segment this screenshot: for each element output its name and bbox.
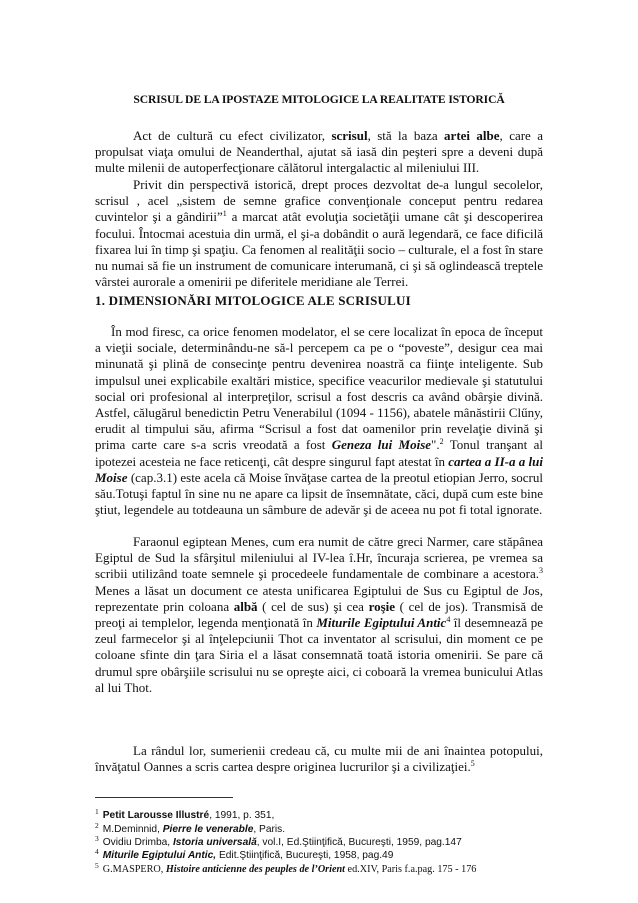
- footnote-ref[interactable]: 4: [446, 615, 451, 625]
- footnote-text: , Paris.: [253, 824, 286, 835]
- text-run: În mod firesc, ca orice fenomen modelator, el se cere localizat în epoca de început a vieţii sociale, determinându-ne să-l percepem ca pe o “poveste”, desigur cea mai minunată şi plină de consecinţe pentru devenirea noastră ca fiinţe inteligente. Sub impulsul unei explicabile exaltări mistice, specifice veacurilor medievale şi statutului social ori profesional al interpreţilor, scrisul a fost descris ca având obârşie divină. Astfel, călugărul benedictin Petru Venerabilul (1094 - 1156), abatele mânăstirii Clűny, erudit al timpului său, afirma “Scrisul a fost dat oamenilor prin revelaţie divină şi prima carte care s-a scris vreodată a fost: [95, 324, 543, 453]
- text-run: ( cel de sus) şi cea: [257, 598, 369, 614]
- text-run: a marcat atât evoluţia societăţii umane cât şi descoperirea focului. Întocmai acestuia din urmă, el şi-a dobândit o aură legendară, ce face dificilă fixarea lui în timp şi spaţiu. Ca fenomen al realităţii socio – culturale, el a fost în stare nu numai să fie un instrument de comunicare interumană, ci şi să oglindească treptele vârstei aurorale a omenirii pe diferitele meridiane ale Terrei.: [95, 209, 543, 290]
- footnote-ref[interactable]: 2: [439, 437, 444, 447]
- text-run: , stă la baza: [367, 128, 445, 143]
- intro-paragraph-1: [95, 128, 543, 177]
- intro-paragraph-2: [95, 177, 543, 290]
- bold-term: albă: [233, 598, 258, 614]
- section-paragraph-2: [95, 534, 543, 696]
- bold-italic-title: cartea a II-a a lui Moise: [95, 453, 543, 485]
- footnote-title: Miturile Egiptului Antic,: [102, 850, 217, 861]
- footnote-number: 1: [95, 807, 99, 816]
- footnote-text: ed.XIV, Paris f.a.pag. 175 - 176: [345, 864, 477, 875]
- footnote-title: Pierre le venerable: [162, 824, 254, 835]
- footnote-text: , 1991, p. 351,: [209, 810, 275, 821]
- footnote-text: M.Deminnid,: [102, 824, 163, 835]
- text-run: ( cel de jos). Transmisă de preoţi ai templelor, legenda menţionată în: [95, 598, 543, 631]
- footnote-5: [95, 860, 543, 877]
- text-run: (cap.3.1) este acela că Moise învăţase cartea de la preotul etiopian Jerro, socrul său.Totuşi faptul în sine nu ne apare ca lipsit de însemnătate, căci, după cum este bine ştiut, legendele au totdeauna un sâmbure de adevăr şi de aceea nu pot fi total ignorate.: [95, 469, 543, 518]
- text-run: Faraonul egiptean Menes, cum era numit de către greci Narmer, care stăpânea Egiptul de Sud la sfârşitul mileniului al IV-lea î.Hr, încuraja scrierea, pe vremea sa scribii utilizând toate semnele şi procedeele fundamentale de combinare a acestora.: [95, 534, 543, 582]
- bold-italic-title: Geneza lui Moise: [331, 437, 432, 453]
- footnote-ref[interactable]: 3: [539, 566, 543, 576]
- text-run: Act de cultură cu efect civilizator,: [133, 128, 332, 143]
- bold-term: roşie: [368, 598, 396, 614]
- bold-italic-title: Miturile Egiptului Antic: [316, 615, 447, 631]
- footnote-text: G.MASPERO,: [102, 864, 166, 875]
- section-paragraph-3: [95, 743, 543, 775]
- text-run: Menes a lăsat un document ce atesta unificarea Egiptului de Sus cu Egiptul de Jos, reprezentate prin coloana: [95, 582, 543, 614]
- text-run: La rândul lor, sumerienii credeau că, cu multe mii de ani înaintea potopului, învăţatul Oannes a scris cartea despre originea lucrurilor şi a civilizaţiei.: [95, 743, 543, 775]
- footnote-ref[interactable]: 5: [470, 759, 475, 769]
- bold-term: artei albe: [444, 128, 500, 143]
- bold-term: scrisul: [331, 128, 368, 143]
- footnote-title: Petit Larousse Illustré: [102, 810, 210, 821]
- footnote-separator: [95, 797, 233, 798]
- page-title: SCRISUL DE LA IPOSTAZE MITOLOGICE LA REALITATE ISTORICĂ: [133, 93, 505, 106]
- text-run: îl desemnează pe zeul farmecelor şi al înţelepciunii Thot ca inventator al scrisului, din moment ce pe coloane sfinte din ţara Siria el a lăsat consemnată toată istoria omenirii. Se pare că drumul spre obârşiile scrisului nu se opreşte aici, ci coboară la vremea bunicului Atlas al lui Thot.: [95, 615, 543, 695]
- section-heading: 1. DIMENSIONĂRI MITOLOGICE ALE SCRISULUI: [95, 293, 411, 308]
- text-run: ".: [431, 437, 440, 453]
- text-run: Privit din perspectivă istorică, drept proces dezvoltat de-a lungul secolelor, scrisul , acel „sistem de semne grafice convenţionale conceput pentru redarea cuvintelor şi a gândirii”: [95, 177, 543, 225]
- section-paragraph-1: [95, 324, 543, 518]
- text-run: Tonul tranşant al ipotezei acesteia ne face reticenţi, cât despre singurul fapt atestat în: [95, 437, 543, 469]
- footnote-number: 2: [95, 821, 99, 830]
- footnote-text: Ovidiu Drimba,: [102, 837, 173, 848]
- footnote-number: 3: [95, 834, 99, 843]
- footnote-ref[interactable]: 1: [222, 209, 227, 219]
- footnote-title: Histoire anticienne des peuples de l’Orient: [165, 864, 345, 875]
- footnote-title: Istoria universală: [172, 837, 257, 848]
- footnote-number: 4: [95, 847, 99, 856]
- footnote-number: 5: [95, 861, 99, 870]
- footnote-text: Edit.Ştiinţifică, Bucureşti, 1958, pag.49: [216, 850, 394, 861]
- text-run: , care a propulsat viaţa omului de Neanderthal, ajutat să iasă din peşteri spre a deveni după multe milenii de autoperfecţionare călătorul intergalactic al mileniului III.: [95, 128, 543, 176]
- footnote-text: , vol.I, Ed.Ştiinţifică, Bucureşti, 1959, pag.147: [256, 837, 462, 848]
